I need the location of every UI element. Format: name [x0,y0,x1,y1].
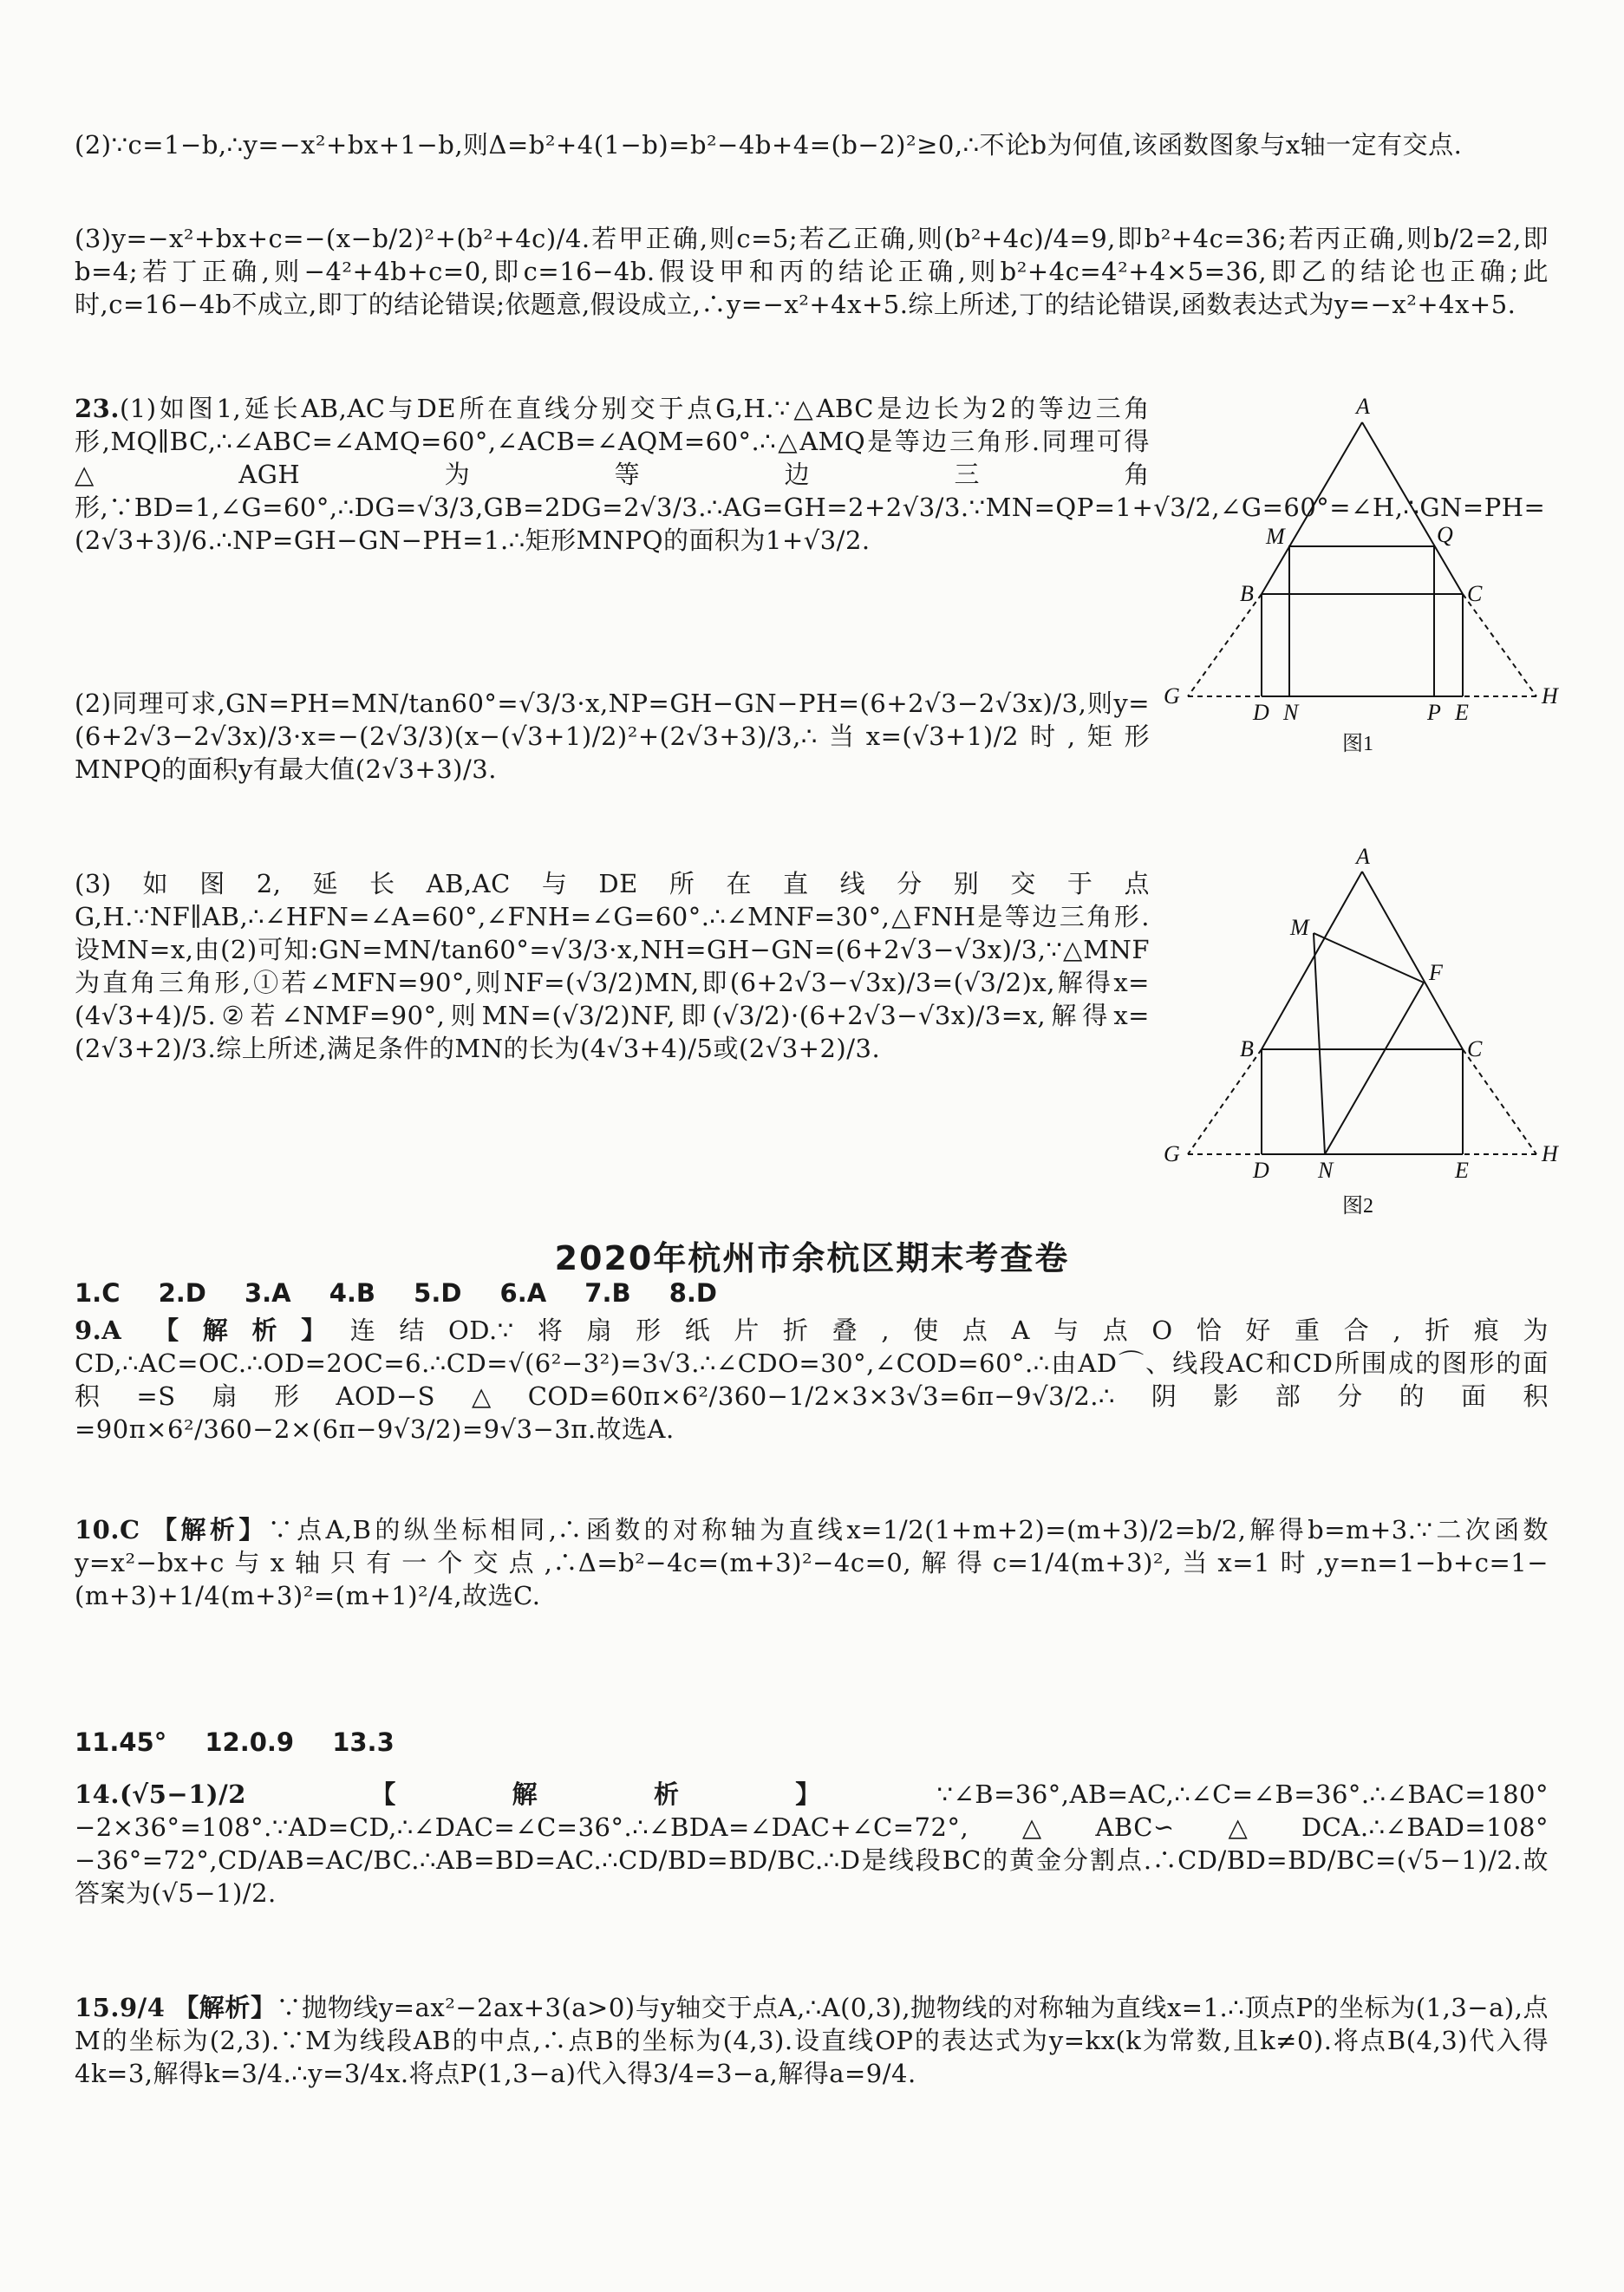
label-c: C [1467,581,1483,606]
fill-answer: 13.3 [332,1727,395,1757]
analysis-tag: 【解析】 [173,1993,277,2022]
choice-answer: 4.B [329,1278,376,1308]
question-number: 10.C [75,1515,140,1544]
q10 [75,1513,1549,1612]
choice-answer: 3.A [244,1278,291,1308]
q23-part1-text: (1)如图1,延长AB,AC与DE所在直线分别交于点G,H.∵△ABC是边长为2的等边三角形,MQ∥BC,∴∠ABC=∠AMQ=60°,∠ACB=∠AQM=60°.∴△AMQ是等边三角形.同理可得△AGH为等边三角形,∵BD=1,∠G=60°,∴DG=√3/3,GB=2DG=2√3/3.∴AG=GH=2+2√3/3.∵MN=QP=1+√3/2,∠G=60°=∠H,∴GN=PH=(2√3+3)/6.∴NP=GH−GN−PH=1.∴矩形MNPQ的面积为1+√3/2. [75,394,1546,555]
label-p: P [1427,700,1441,725]
choice-answer: 7.B [584,1278,631,1308]
label-h: H [1542,1141,1558,1166]
label-n: N [1318,1158,1334,1183]
q22-part2: (2)∵c=1−b,∴y=−x²+bx+1−b,则Δ=b²+4(1−b)=b²−4b+4=(b−2)²≥0,∴不论b为何值,该函数图象与x轴一定有交点. [75,130,1463,160]
q14-text: ∵∠B=36°,AB=AC,∴∠C=∠B=36°.∴∠BAC=180°−2×36°=108°.∵AD=CD,∴∠DAC=∠C=36°.∴∠BDA=∠DAC+∠C=72°,△ABC∽△DCA.∴∠BAD=108°−36°=72°,CD/AB=AC/BC.∴AB=BD=AC.∴CD/BD=BD/BC.∴D是线段BC的黄金分割点.∴CD/BD=BD/BC=(√5−1)/2.故答案为(√5−1)/2. [75,1779,1549,1908]
analysis-tag: 【解析】 [152,1515,268,1544]
analysis-tag: 【解析】 [153,1316,350,1345]
choice-answer: 2.D [158,1278,206,1308]
q9 [75,1314,1549,1446]
label-m: M [1266,524,1285,549]
analysis-tag: 【解析】 [370,1779,937,1809]
figure-2 [1145,848,1561,1221]
label-e: E [1455,700,1469,725]
q14 [75,1778,1549,1910]
label-a: A [1356,848,1370,869]
section-title: 2020年杭州市余杭区期末考查卷 [554,1239,1070,1277]
label-f: F [1429,960,1443,985]
label-b: B [1240,1036,1254,1061]
q15 [75,1991,1549,2090]
figure-2-caption: 图2 [1342,1195,1373,1218]
figure-1 [1145,395,1561,767]
question-number: 14.(√5−1)/2 [75,1779,246,1809]
label-a: A [1356,395,1370,419]
choice-answer: 8.D [669,1278,717,1308]
label-b: B [1240,581,1254,606]
label-h: H [1542,683,1558,708]
label-m: M [1290,915,1309,940]
q22-part3: (3)y=−x²+bx+c=−(x−b/2)²+(b²+4c)/4.若甲正确,则c=5;若乙正确,则(b²+4c)/4=9,即b²+4c=36;若丙正确,则b/2=2,即b=4;若丁正确,则−4²+4b+c=0,即c=16−4b.假设甲和丙的结论正确,则b²+4c=4²+4×5=36,即乙的结论也正确;此时,c=16−4b不成立,即丁的结论错误;依题意,假设成立,∴y=−x²+4x+5.综上所述,丁的结论错误,函数表达式为y=−x²+4x+5. [75,224,1549,319]
question-number: 23. [75,394,120,423]
label-c: C [1467,1036,1483,1061]
fill-answer: 11.45° [75,1727,167,1757]
choice-answer: 1.C [75,1278,121,1308]
label-n: N [1283,700,1299,725]
q23-part1 [75,392,1546,557]
question-number: 15.9/4 [75,1993,166,2022]
label-d: D [1253,1158,1269,1183]
choice-answer: 5.D [414,1278,462,1308]
label-d: D [1253,700,1269,725]
q23-part2: (2)同理可求,GN=PH=MN/tan60°=√3/3·x,NP=GH−GN−PH=(6+2√3−2√3x)/3,则y=(6+2√3−2√3x)/3·x=−(2√3/3)(x−(√3+1)/2)²+(2√3+3)/3,∴当x=(√3+1)/2时,矩形MNPQ的面积y有最大值(2√3+3)/3. [75,689,1150,784]
question-number: 9.A [75,1316,122,1345]
q15-text: ∵抛物线y=ax²−2ax+3(a>0)与y轴交于点A,∴A(0,3),抛物线的对称轴为直线x=1.∴顶点P的坐标为(1,3−a),点M的坐标为(2,3).∵M为线段AB的中点,∴点B的坐标为(4,3).设直线OP的表达式为y=kx(k为常数,且k≠0).将点B(4,3)代入得4k=3,解得k=3/4.∴y=3/4x.将点P(1,3−a)代入得3/4=3−a,解得a=9/4. [75,1993,1549,2088]
label-g: G [1164,1141,1180,1166]
label-q: Q [1437,522,1453,547]
fill-answer: 12.0.9 [205,1727,295,1757]
choice-answers [75,1278,747,1308]
choice-answer: 6.A [499,1278,547,1308]
label-e: E [1455,1158,1469,1183]
figure-1-caption: 图1 [1342,733,1373,755]
q23-part3: (3)如图2,延长AB,AC与DE所在直线分别交于点G,H.∵NF∥AB,∴∠HFN=∠A=60°,∠FNH=∠G=60°.∴∠MNF=30°,△FNH是等边三角形.设MN=x,由(2)可知:GN=MN/tan60°=√3/3·x,NH=GH−GN=(6+2√3−√3x)/3,∵△MNF为直角三角形,①若∠MFN=90°,则NF=(√3/2)MN,即(6+2√3−√3x)/3=(√3/2)x,解得x=(4√3+4)/5.②若∠NMF=90°,则MN=(√3/2)NF,即(√3/2)·(6+2√3−√3x)/3=x,解得x=(2√3+2)/3.综上所述,满足条件的MN的长为(4√3+4)/5或(2√3+2)/3. [75,869,1150,1063]
q9-text: 连结OD.∵将扇形纸片折叠,使点A与点O恰好重合,折痕为CD,∴AC=OC.∴OD=2OC=6.∴CD=√(6²−3²)=3√3.∴∠CDO=30°,∠COD=60°.∴由AD⌒、线段AC和CD所围成的图形的面积=S扇形AOD−S△COD=60π×6²/360−1/2×3×3√3=6π−9√3/2.∴阴影部分的面积=90π×6²/360−2×(6π−9√3/2)=9√3−3π.故选A. [75,1316,1549,1444]
fill-answers [75,1727,424,1757]
q10-text: ∵点A,B的纵坐标相同,∴函数的对称轴为直线x=1/2(1+m+2)=(m+3)/2=b/2,解得b=m+3.∵二次函数y=x²−bx+c与x轴只有一个交点,∴Δ=b²−4c=(m+3)²−4c=0,解得c=1/4(m+3)²,当x=1时,y=n=1−b+c=1−(m+3)+1/4(m+3)²=(m+1)²/4,故选C. [75,1515,1549,1610]
label-g: G [1164,683,1180,708]
